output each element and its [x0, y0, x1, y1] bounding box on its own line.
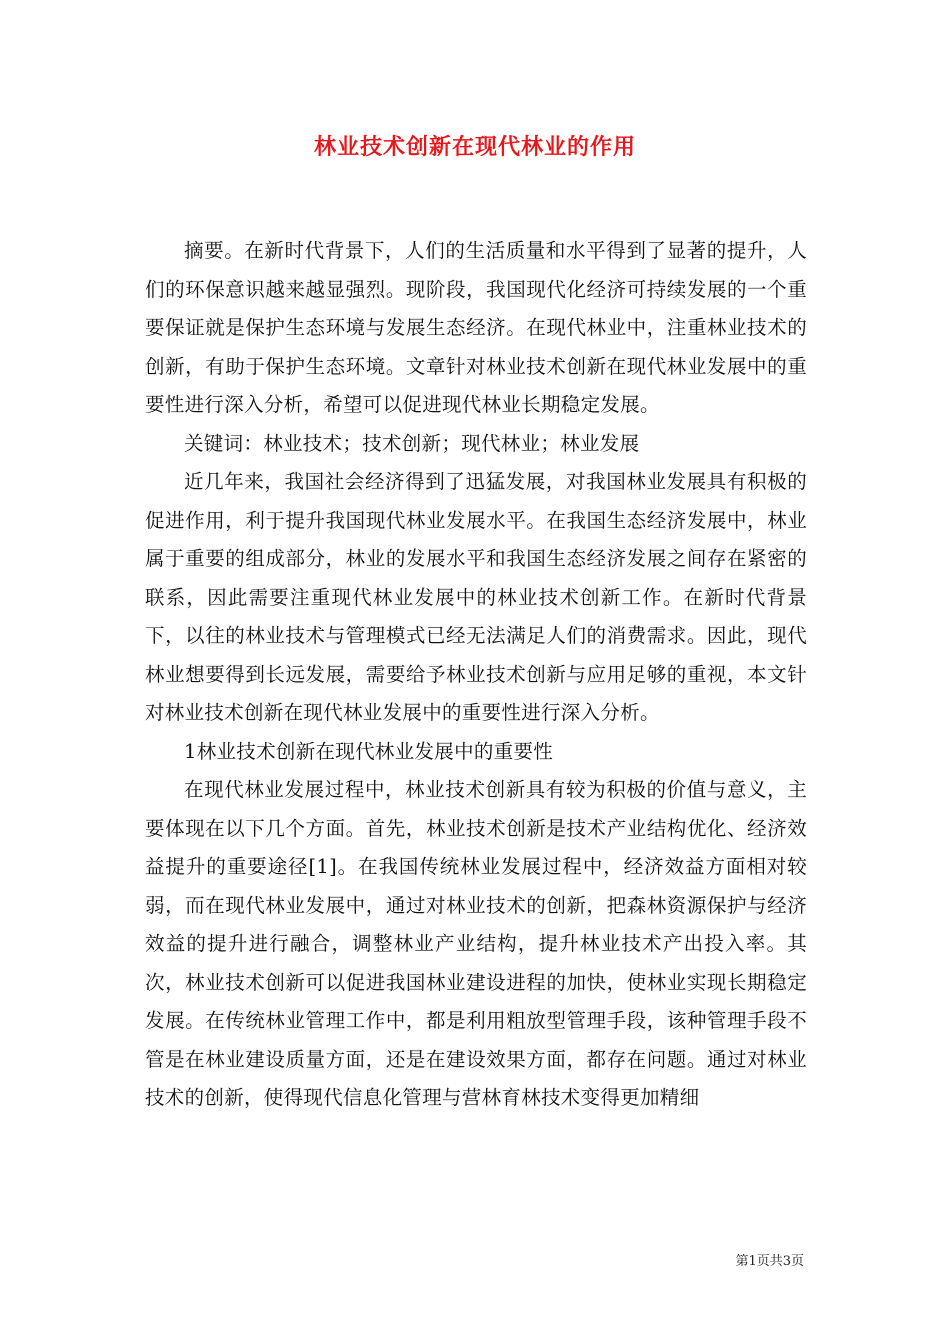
page-number-footer: 第1页共3页 [735, 1254, 804, 1269]
document-body [145, 232, 807, 1118]
intro-paragraph: 近几年来，我国社会经济得到了迅猛发展，对我国林业发展具有积极的促进作用，利于提升我国现代林业发展水平。在我国生态经济发展中，林业属于重要的组成部分，林业的发展水平和我国生态经济发展之间存在紧密的联系，因此需要注重现代林业发展中的林业技术创新工作。在新时代背景下，以往的林业技术与管理模式已经无法满足人们的消费需求。因此，现代林业想要得到长远发展，需要给予林业技术创新与应用足够的重视，本文针对林业技术创新在现代林业发展中的重要性进行深入分析。 [145, 470, 807, 724]
abstract-paragraph: 摘要。在新时代背景下，人们的生活质量和水平得到了显著的提升，人们的环保意识越来越显强烈。现阶段，我国现代化经济可持续发展的一个重要保证就是保护生态环境与发展生态经济。在现代林业中，注重林业技术的创新，有助于保护生态环境。文章针对林业技术创新在现代林业发展中的重要性进行深入分析，希望可以促进现代林业长期稳定发展。 [145, 239, 807, 416]
body-paragraph: 在现代林业发展过程中，林业技术创新具有较为积极的价值与意义，主要体现在以下几个方面。首先，林业技术创新是技术产业结构优化、经济效益提升的重要途径[1]。在我国传统林业发展过程中，经济效益方面相对较弱，而在现代林业发展中，通过对林业技术的创新，把森林资源保护与经济效益的提升进行融合，调整林业产业结构，提升林业技术产出投入率。其次，林业技术创新可以促进我国林业建设进程的加快，使林业实现长期稳定发展。在传统林业管理工作中，都是利用粗放型管理手段，该种管理手段不管是在林业建设质量方面，还是在建设效果方面，都存在问题。通过对林业技术的创新，使得现代信息化管理与营林育林技术变得更加精细 [145, 778, 807, 1109]
section-heading: 1林业技术创新在现代林业发展中的重要性 [184, 739, 554, 763]
document-title: 林业技术创新在现代林业的作用 [313, 134, 636, 160]
keywords-paragraph: 关键词：林业技术；技术创新；现代林业；林业发展 [184, 431, 640, 455]
